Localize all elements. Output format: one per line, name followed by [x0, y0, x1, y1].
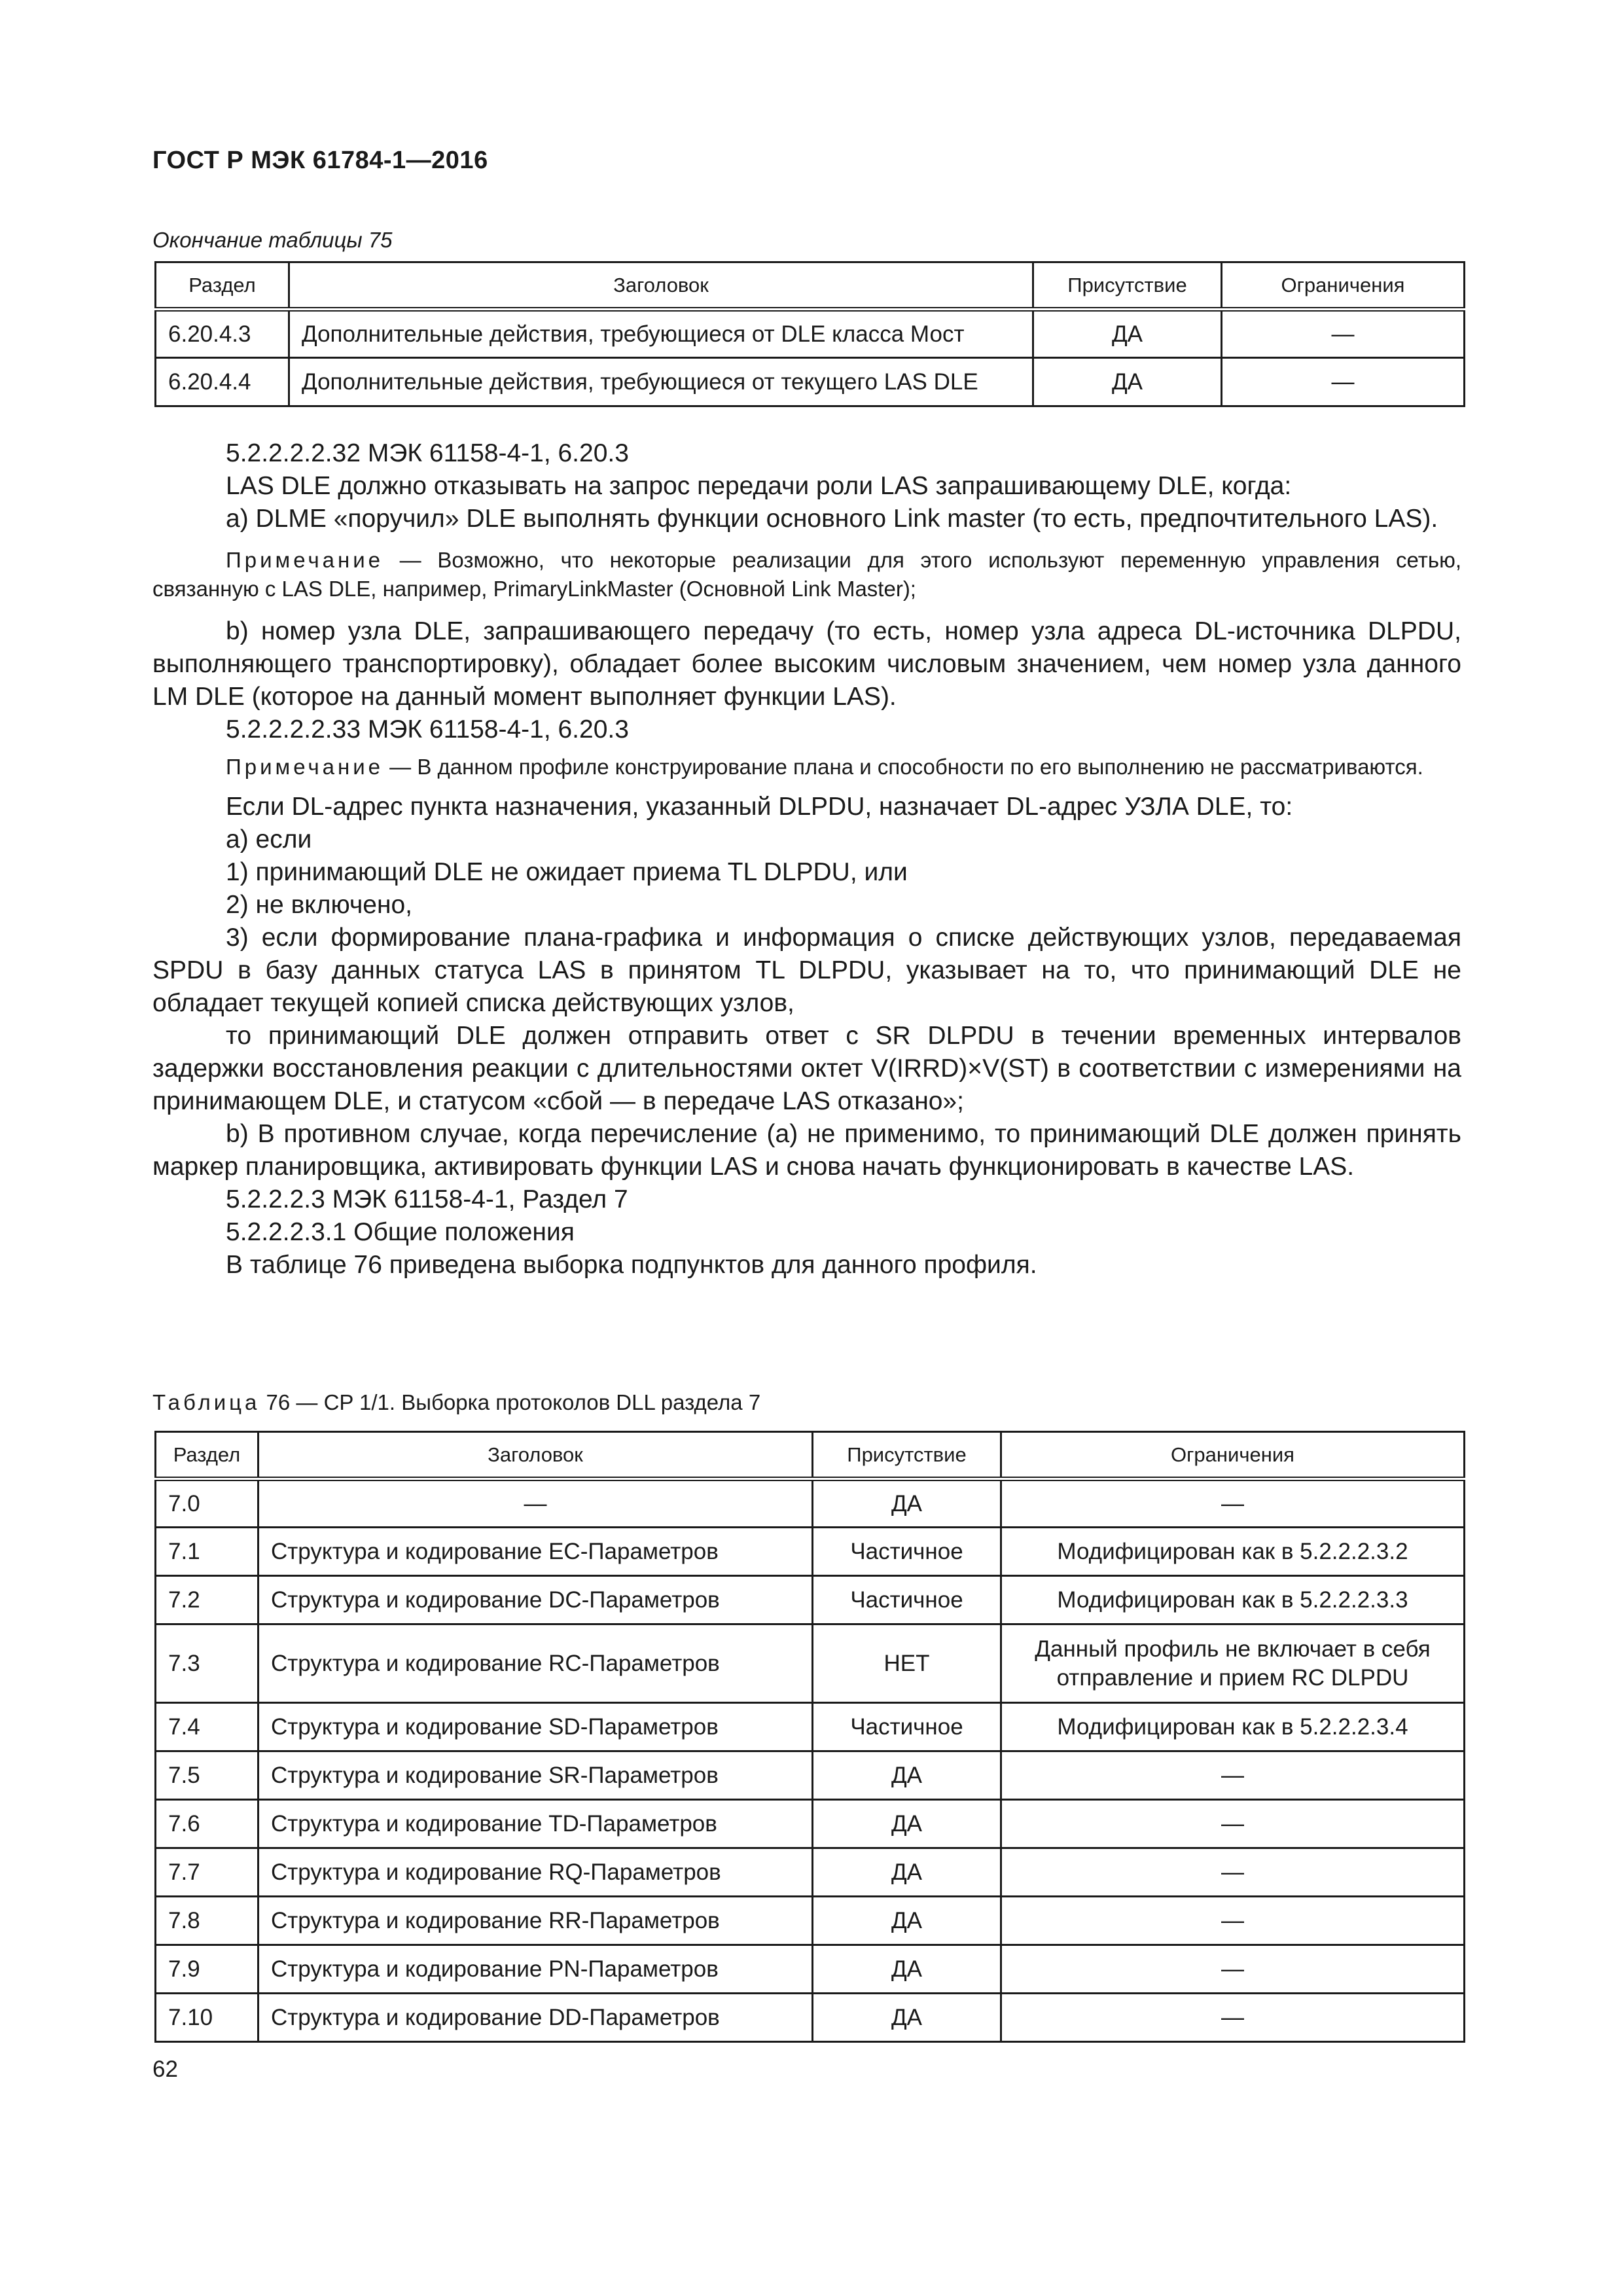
paragraph: а) если	[226, 825, 312, 853]
table-row	[156, 1479, 1465, 1528]
cell-presence: Частичное	[813, 1528, 1001, 1576]
cell-title: —	[259, 1479, 813, 1528]
cell-presence: ДА	[1033, 358, 1222, 406]
cell-section: 6.20.4.3	[156, 310, 289, 358]
paragraph: В таблице 76 приведена выборка подпунктов для данного профиля.	[226, 1251, 1037, 1279]
cell-section: 7.0	[156, 1479, 259, 1528]
table-row	[156, 1528, 1465, 1576]
clause-heading: 5.2.2.2.2.33 МЭК 61158-4-1, 6.20.3	[226, 715, 629, 744]
note	[152, 753, 1461, 781]
cell-title: Структура и кодирование RR-Параметров	[259, 1897, 813, 1945]
cell-restrictions: —	[1222, 358, 1465, 406]
cell-restrictions: Модифицирован как в 5.2.2.2.3.2	[1001, 1528, 1465, 1576]
column-header-presence: Присутствие	[1033, 262, 1222, 310]
cell-restrictions: Данный профиль не включает в себя отправление и прием RC DLPDU	[1001, 1624, 1465, 1703]
cell-title: Структура и кодирование DC-Параметров	[259, 1576, 813, 1624]
cell-restrictions: —	[1001, 1897, 1465, 1945]
cell-section: 7.5	[156, 1751, 259, 1800]
cell-title: Структура и кодирование SR-Параметров	[259, 1751, 813, 1800]
table-header-row	[156, 262, 1465, 310]
table-row	[156, 1994, 1465, 2042]
cell-section: 7.10	[156, 1994, 259, 2042]
cell-presence: ДА	[813, 1848, 1001, 1897]
cell-restrictions: —	[1001, 1994, 1465, 2042]
note-label: Примечание	[226, 548, 384, 572]
paragraph: b) В противном случае, когда перечисление (а) не применимо, то принимающий DLE должен принять маркер планировщика, активировать функции LAS и снова начать функционировать в качестве LAS.	[152, 1120, 1461, 1181]
cell-restrictions: —	[1001, 1800, 1465, 1848]
column-header-title: Заголовок	[259, 1432, 813, 1479]
cell-presence: ДА	[813, 1479, 1001, 1528]
paragraph: b) номер узла DLE, запрашивающего передачу (то есть, номер узла адреса DL-источника DLPDU, выполняющего транспортировку), обладает более высоким числовым значением, чем номер узла данного LM DLE (которое на данный момент выполняет функции LAS).	[152, 617, 1461, 711]
column-header-presence: Присутствие	[813, 1432, 1001, 1479]
cell-section: 7.2	[156, 1576, 259, 1624]
column-header-title: Заголовок	[289, 262, 1033, 310]
table-header-row	[156, 1432, 1465, 1479]
table-row	[156, 358, 1465, 406]
cell-section: 7.3	[156, 1624, 259, 1703]
cell-section: 7.7	[156, 1848, 259, 1897]
cell-presence: ДА	[813, 1994, 1001, 2042]
table-row	[156, 1751, 1465, 1800]
paragraph: 2) не включено,	[226, 891, 413, 919]
column-header-restrictions: Ограничения	[1222, 262, 1465, 310]
table-row	[156, 1897, 1465, 1945]
cell-presence: ДА	[813, 1897, 1001, 1945]
cell-restrictions: Модифицирован как в 5.2.2.2.3.3	[1001, 1576, 1465, 1624]
body-text-block	[152, 437, 1461, 1282]
table76-caption-text: 76 — CP 1/1. Выборка протоколов DLL раздела 7	[260, 1390, 761, 1414]
clause-heading: 5.2.2.2.3.1 Общие положения	[226, 1218, 575, 1246]
note-text: — В данном профиле конструирование плана и способности по его выполнению не рассматриваются.	[383, 755, 1423, 779]
cell-presence: НЕТ	[813, 1624, 1001, 1703]
table-row	[156, 1576, 1465, 1624]
table75	[154, 261, 1465, 407]
cell-title: Дополнительные действия, требующиеся от DLE класса Мост	[289, 310, 1033, 358]
cell-presence: Частичное	[813, 1576, 1001, 1624]
cell-presence: ДА	[813, 1751, 1001, 1800]
cell-restrictions: —	[1001, 1848, 1465, 1897]
clause-heading: 5.2.2.2.2.32 МЭК 61158-4-1, 6.20.3	[226, 439, 629, 467]
cell-title: Структура и кодирование DD-Параметров	[259, 1994, 813, 2042]
note-text: — Возможно, что некоторые реализации для этого используют переменную управления сетью, связанную с LAS DLE, например, PrimaryLinkMaster (Основной Link Master);	[152, 548, 1461, 601]
cell-section: 7.4	[156, 1703, 259, 1751]
cell-restrictions: —	[1001, 1479, 1465, 1528]
cell-title: Структура и кодирование SD-Параметров	[259, 1703, 813, 1751]
table76-caption	[152, 1390, 760, 1415]
cell-title: Дополнительные действия, требующиеся от текущего LAS DLE	[289, 358, 1033, 406]
cell-title: Структура и кодирование RQ-Параметров	[259, 1848, 813, 1897]
cell-section: 7.9	[156, 1945, 259, 1994]
column-header-section: Раздел	[156, 1432, 259, 1479]
cell-presence: Частичное	[813, 1703, 1001, 1751]
table76	[154, 1431, 1465, 2043]
document-code-header: ГОСТ Р МЭК 61784-1—2016	[152, 147, 488, 174]
note-label: Примечание	[226, 755, 384, 779]
paragraph: то принимающий DLE должен отправить ответ с SR DLPDU в течении временных интервалов задержки восстановления реакции с длительностями октет V(IRRD)×V(ST) в соответствии с измерениями на принимающем DLE, и статусом «сбой — в передаче LAS отказано»;	[152, 1022, 1461, 1115]
cell-title: Структура и кодирование ЕС-Параметров	[259, 1528, 813, 1576]
cell-restrictions: Модифицирован как в 5.2.2.2.3.4	[1001, 1703, 1465, 1751]
cell-restrictions: —	[1001, 1945, 1465, 1994]
paragraph: 1) принимающий DLE не ожидает приема TL DLPDU, или	[226, 858, 908, 886]
cell-title: Структура и кодирование PN-Параметров	[259, 1945, 813, 1994]
cell-title: Структура и кодирование RC-Параметров	[259, 1624, 813, 1703]
cell-restrictions: —	[1001, 1751, 1465, 1800]
note	[152, 546, 1461, 603]
table76-caption-label: Таблица	[152, 1390, 260, 1414]
table-row	[156, 1800, 1465, 1848]
paragraph: Если DL-адрес пункта назначения, указанный DLPDU, назначает DL-адрес УЗЛА DLE, то:	[226, 793, 1293, 821]
cell-restrictions: —	[1222, 310, 1465, 358]
cell-section: 7.8	[156, 1897, 259, 1945]
cell-section: 7.1	[156, 1528, 259, 1576]
cell-presence: ДА	[813, 1945, 1001, 1994]
paragraph: LAS DLE должно отказывать на запрос передачи роли LAS запрашивающему DLE, когда:	[226, 472, 1292, 500]
table-row	[156, 1945, 1465, 1994]
cell-section: 6.20.4.4	[156, 358, 289, 406]
cell-presence: ДА	[1033, 310, 1222, 358]
clause-heading: 5.2.2.2.3 МЭК 61158-4-1, Раздел 7	[226, 1185, 628, 1213]
table-row	[156, 1848, 1465, 1897]
paragraph: 3) если формирование плана-графика и информация о списке действующих узлов, передаваемая SPDU в базу данных статуса LAS в принятом TL DLPDU, указывает на то, что принимающий DLE не обладает текущей копией списка действующих узлов,	[152, 924, 1461, 1017]
table-row	[156, 310, 1465, 358]
cell-section: 7.6	[156, 1800, 259, 1848]
table-row	[156, 1703, 1465, 1751]
column-header-section: Раздел	[156, 262, 289, 310]
paragraph: а) DLME «поручил» DLE выполнять функции основного Link master (то есть, предпочтительного LAS).	[226, 505, 1438, 533]
page-number: 62	[152, 2056, 178, 2082]
cell-title: Структура и кодирование TD-Параметров	[259, 1800, 813, 1848]
cell-presence: ДА	[813, 1800, 1001, 1848]
column-header-restrictions: Ограничения	[1001, 1432, 1465, 1479]
table75-caption: Окончание таблицы 75	[152, 228, 393, 252]
table-row	[156, 1624, 1465, 1703]
